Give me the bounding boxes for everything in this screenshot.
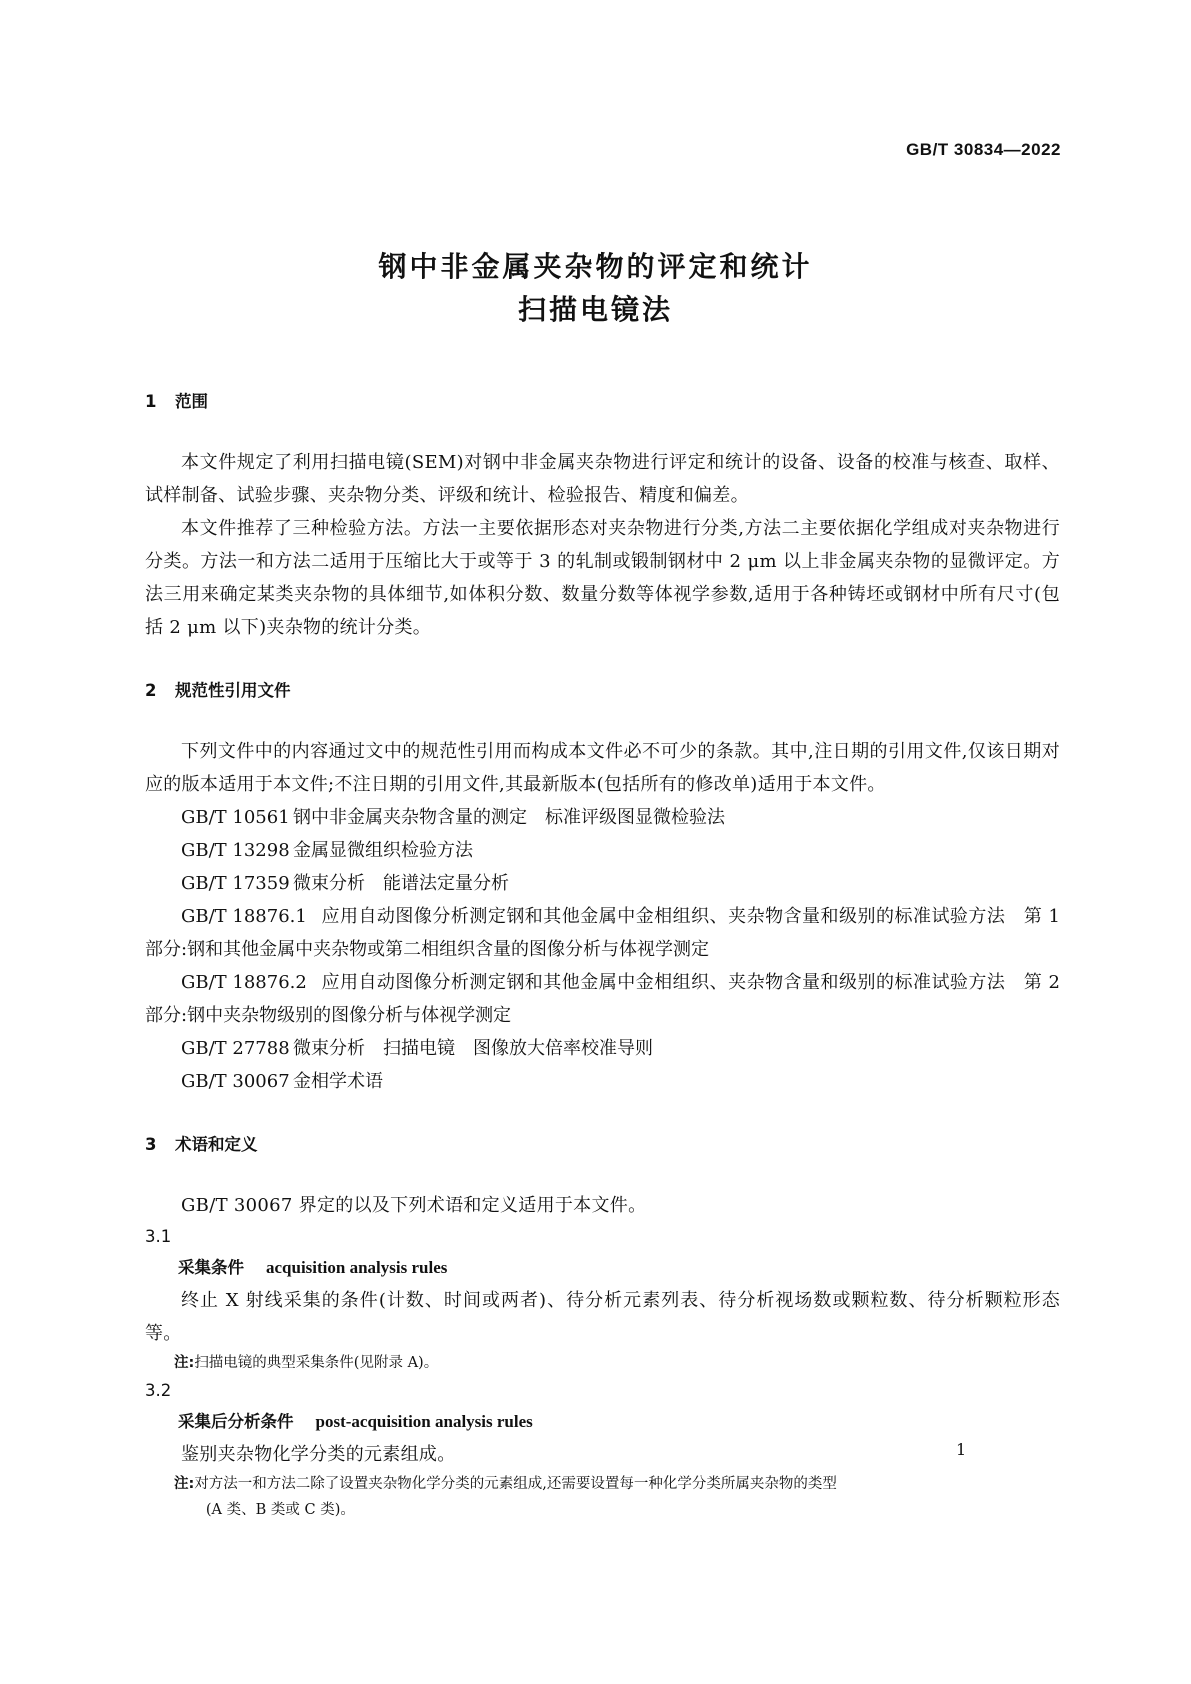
page-number: 1 bbox=[956, 1440, 967, 1459]
section-heading-terms-definitions: 3 术语和定义 bbox=[145, 1135, 258, 1154]
note: 注:对方法一和方法二除了设置夹杂物化学分类的元素组成,还需要设置每一种化学分类所属夹杂物的类型 (A 类、B 类或 C 类)。 bbox=[174, 1476, 837, 1518]
term-number: 3.1 bbox=[145, 1227, 172, 1246]
term-definition: 终止 X 射线采集的条件(计数、时间或两者)、待分析元素列表、待分析视场数或颗粒数、待分析颗粒形态等。 bbox=[145, 1290, 1060, 1344]
section-heading-scope: 1 范围 bbox=[145, 392, 208, 411]
document-body bbox=[145, 387, 1060, 1523]
section-heading-normative-references: 2 规范性引用文件 bbox=[145, 681, 291, 700]
term-definition: 鉴别夹杂物化学分类的元素组成。 bbox=[181, 1444, 456, 1465]
paragraph: 本文件推荐了三种检验方法。方法一主要依据形态对夹杂物进行分类,方法二主要依据化学组成对夹杂物进行分类。方法一和方法二适用于压缩比大于或等于 3 的轧制或锻制钢材中 2 μm 以上非金属夹杂物的显微评定。方法三用来确定某类夹杂物的具体细节,如体积分数、数量分数等体视学参数,适用于各种铸坯或钢材中所有尺寸(包括 2 μm 以下)夹杂物的统计分类。 bbox=[145, 518, 1060, 638]
reference-item: GB/T 17359 微束分析 能谱法定量分析 bbox=[181, 873, 509, 894]
document-title: 钢中非金属夹杂物的评定和统计 bbox=[378, 250, 813, 283]
document-subtitle: 扫描电镜法 bbox=[517, 293, 673, 326]
paragraph: 本文件规定了利用扫描电镜(SEM)对钢中非金属夹杂物进行评定和统计的设备、设备的校准与核查、取样、试样制备、试验步骤、夹杂物分类、评级和统计、检验报告、精度和偏差。 bbox=[145, 452, 1060, 506]
term-number: 3.2 bbox=[145, 1381, 172, 1400]
standard-code: GB/T 30834—2022 bbox=[906, 140, 1061, 159]
term-entry: 采集后分析条件 post-acquisition analysis rules bbox=[178, 1412, 533, 1431]
paragraph: 下列文件中的内容通过文中的规范性引用而构成本文件必不可少的条款。其中,注日期的引用文件,仅该日期对应的版本适用于本文件;不注日期的引用文件,其最新版本(包括所有的修改单)适用于本文件。 bbox=[145, 741, 1060, 795]
reference-item: GB/T 27788 微束分析 扫描电镜 图像放大倍率校准导则 bbox=[181, 1038, 653, 1059]
reference-item: GB/T 30067 金相学术语 bbox=[181, 1071, 383, 1092]
paragraph: GB/T 30067 界定的以及下列术语和定义适用于本文件。 bbox=[181, 1195, 647, 1216]
reference-item: GB/T 18876.2 应用自动图像分析测定钢和其他金属中金相组织、夹杂物含量和级别的标准试验方法 第 2 部分:钢中夹杂物级别的图像分析与体视学测定 bbox=[145, 972, 1060, 1026]
reference-item: GB/T 18876.1 应用自动图像分析测定钢和其他金属中金相组织、夹杂物含量和级别的标准试验方法 第 1 部分:钢和其他金属中夹杂物或第二相组织含量的图像分析与体视学测定 bbox=[145, 906, 1060, 960]
note: 注:扫描电镜的典型采集条件(见附录 A)。 bbox=[174, 1355, 439, 1371]
term-entry: 采集条件 acquisition analysis rules bbox=[178, 1258, 448, 1277]
reference-item: GB/T 10561 钢中非金属夹杂物含量的测定 标准评级图显微检验法 bbox=[181, 807, 725, 828]
reference-item: GB/T 13298 金属显微组织检验方法 bbox=[181, 840, 473, 861]
